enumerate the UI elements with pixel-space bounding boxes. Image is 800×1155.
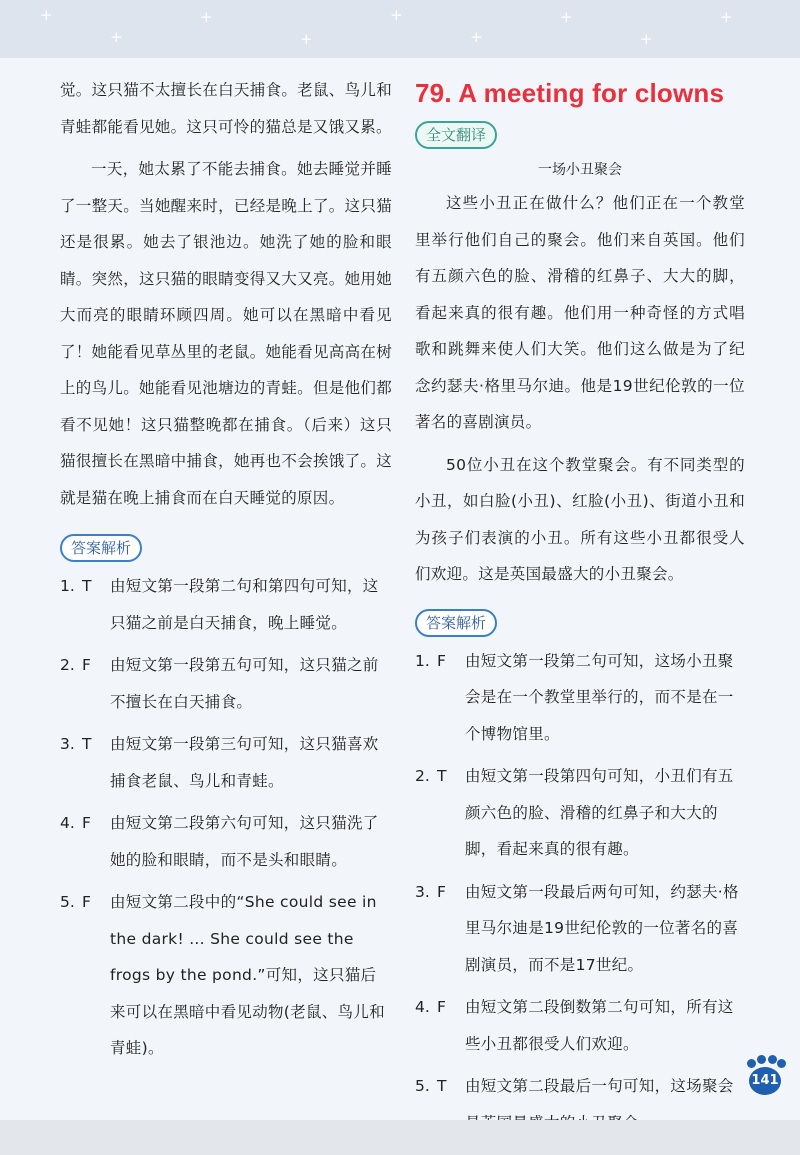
answer-explanation: 由短文第二段中的“She could see in the dark! ... She could see the frogs by the pond.”可知，这只猫后来可以在黑暗中看见动物(老鼠、鸟儿和青蛙)。 [110, 893, 385, 1057]
decorative-cross-icon: + [110, 28, 123, 46]
answer-number: 2. [415, 767, 430, 785]
answer-item [60, 805, 392, 878]
answer-value: T [437, 1077, 447, 1095]
decorative-cross-icon: + [560, 8, 573, 26]
answer-number: 5. [415, 1077, 430, 1095]
answer-item [60, 647, 392, 720]
left-column [60, 72, 392, 1073]
lesson-title: 79. A meeting for clowns [415, 78, 725, 108]
answer-value: F [82, 814, 91, 832]
answer-number: 1. [60, 577, 75, 595]
header-band [0, 0, 800, 58]
answer-value: F [82, 656, 91, 674]
answer-explanation: 由短文第一段第二句和第四句可知，这只猫之前是白天捕食，晚上睡觉。 [110, 577, 379, 632]
answer-explanation: 由短文第二段最后一句可知，这场聚会 [465, 1077, 734, 1095]
answer-explanation: 由短文第一段第五句可知，这只猫之前不擅长在白天捕食。 [110, 656, 379, 711]
answer-value: T [437, 767, 447, 785]
answer-list [60, 568, 392, 1067]
page-number-badge [745, 1055, 787, 1097]
page-number: 141 [749, 1067, 781, 1095]
answer-value: T [82, 577, 92, 595]
translation-paragraph: 这些小丑正在做什么？他们正在一个教堂里举行他们自己的聚会。他们来自英国。他们有五颜六色的脸、滑稽的红鼻子、大大的脚，看起来真的很有趣。他们用一种奇怪的方式唱歌和跳舞来使人们大笑。他们这么做是为了纪念约瑟夫·格里马尔迪。他是19世纪伦敦的一位著名的喜剧演员。 [415, 194, 745, 431]
answer-value: T [82, 735, 92, 753]
paw-toe-icon [768, 1055, 777, 1064]
answer-item [60, 726, 392, 799]
answer-number: 3. [415, 882, 430, 901]
answer-number: 5. [60, 893, 75, 911]
answer-explanation: 由短文第一段第四句可知，小丑们有五颜六色的脸、滑稽的红鼻子和大大的脚，看起来真的很有趣。 [465, 767, 734, 858]
answer-list [415, 643, 745, 1142]
decorative-cross-icon: + [640, 30, 653, 48]
answer-item [60, 568, 392, 641]
answer-analysis-badge: 答案解析 [415, 609, 497, 637]
decorative-cross-icon: + [300, 30, 313, 48]
answer-value: F [437, 882, 446, 901]
answer-number: 2. [60, 656, 75, 674]
answer-number: 4. [415, 998, 430, 1016]
answer-number: 1. [415, 651, 430, 670]
answer-explanation: 由短文第一段最后两句可知，约瑟夫·格里马尔迪是19世纪伦敦的一位著名的喜剧演员，而不是17世纪。 [465, 882, 739, 974]
answer-analysis-badge: 答案解析 [60, 534, 142, 562]
answer-item [60, 884, 392, 1067]
answer-item [415, 989, 745, 1062]
answer-explanation: 由短文第一段第三句可知，这只猫喜欢捕食老鼠、鸟儿和青蛙。 [110, 735, 379, 790]
answer-explanation: 由短文第一段第二句可知，这场小丑聚会是在一个教堂里举行的，而不是在一个博物馆里。 [465, 651, 734, 743]
decorative-cross-icon: + [200, 8, 213, 26]
paw-toe-icon [757, 1055, 766, 1064]
answer-value: F [437, 998, 446, 1016]
decorative-cross-icon: + [720, 8, 733, 26]
paw-toe-icon [777, 1059, 786, 1068]
translation-paragraph: 50位小丑在这个教堂聚会。有不同类型的小丑，如白脸(小丑)、红脸(小丑)、街道小丑和为孩子们表演的小丑。所有这些小丑都很受人们欢迎。这是英国最盛大的小丑聚会。 [415, 455, 745, 583]
answer-value: F [437, 651, 446, 670]
answer-number: 4. [60, 814, 75, 832]
answer-item [415, 643, 745, 753]
answer-number: 3. [60, 735, 75, 753]
right-column [415, 72, 745, 1147]
full-translation-badge: 全文翻译 [415, 121, 497, 149]
story-paragraph: 觉。这只猫不太擅长在白天捕食。老鼠、鸟儿和青蛙都能看见她。这只可怜的猫总是又饿又累。 [60, 81, 392, 136]
answer-explanation: 由短文第二段第六句可知，这只猫洗了她的脸和眼睛，而不是头和眼睛。 [110, 814, 379, 869]
decorative-cross-icon: + [390, 6, 403, 24]
answer-item [415, 758, 745, 868]
answer-item [415, 874, 745, 984]
story-paragraph: 一天，她太累了不能去捕食。她去睡觉并睡了一整天。当她醒来时，已经是晚上了。这只猫还是很累。她去了银池边。她洗了她的脸和眼睛。突然，这只猫的眼睛变得又大又亮。她用她大而亮的眼睛环顾四周。她可以在黑暗中看见了！她能看见草丛里的老鼠。她能看见高高在树上的鸟儿。她能看见池塘边的青蛙。但是他们都看不见她！这只猫整晚都在捕食。（后来）这只猫很擅长在黑暗中捕食，她再也不会挨饿了。这就是猫在晚上捕食而在白天睡觉的原因。 [60, 160, 392, 507]
translation-subtitle: 一场小丑聚会 [538, 162, 622, 178]
decorative-cross-icon: + [40, 6, 53, 24]
page-bottom-edge [0, 1120, 800, 1155]
answer-value: F [82, 893, 91, 911]
answer-explanation: 由短文第二段倒数第二句可知，所有这些小丑都很受人们欢迎。 [465, 998, 734, 1053]
paw-toe-icon [747, 1059, 756, 1068]
decorative-cross-icon: + [470, 28, 483, 46]
